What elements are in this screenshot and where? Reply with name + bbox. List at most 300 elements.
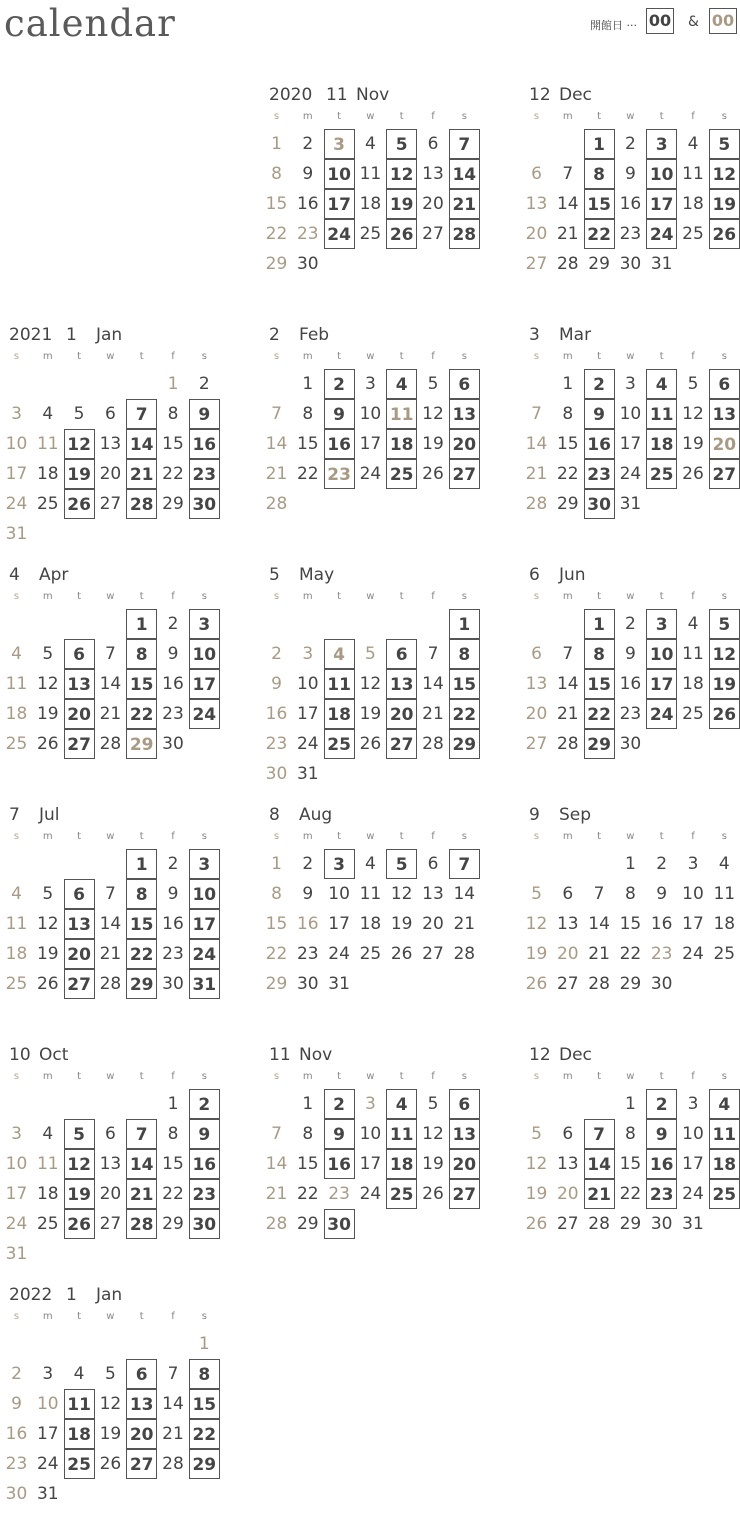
day-cell: 5 xyxy=(73,404,85,424)
weekday-label: m xyxy=(302,1071,313,1082)
day-cell: 18 xyxy=(359,914,382,934)
open-day-cell: 5 xyxy=(386,849,417,879)
open-day-cell: 9 xyxy=(324,1119,355,1149)
weekday-label: s xyxy=(201,591,207,602)
weekday-label: m xyxy=(42,591,53,602)
open-day-cell: 26 xyxy=(386,219,417,249)
open-day-cell: 7 xyxy=(126,399,157,429)
day-cell: 18 xyxy=(682,194,704,214)
open-day-cell: 8 xyxy=(584,639,615,669)
day-cell: 12 xyxy=(422,1124,444,1144)
weekday-label: s xyxy=(533,591,540,602)
weekday-label: t xyxy=(77,1311,82,1322)
weekday-label: s xyxy=(461,111,467,122)
open-day-cell: 15 xyxy=(584,189,615,219)
day-cell: 15 xyxy=(296,434,319,454)
day-cell: 1 xyxy=(271,854,282,874)
weekday-label: t xyxy=(337,1071,342,1082)
day-cell: 21 xyxy=(99,704,122,724)
day-cell: 27 xyxy=(422,224,444,244)
day-cell: 8 xyxy=(167,1124,179,1144)
day-cell: 21 xyxy=(556,224,579,244)
open-day-cell: 21 xyxy=(126,459,157,489)
day-cell: 7 xyxy=(562,164,574,184)
day-cell: 20 xyxy=(525,224,548,244)
day-cell: 30 xyxy=(619,734,642,754)
open-day-cell: 9 xyxy=(646,1119,677,1149)
day-cell: 30 xyxy=(296,974,319,994)
day-cell: 2 xyxy=(624,614,636,634)
open-day-cell: 20 xyxy=(126,1419,157,1449)
day-cell: 26 xyxy=(422,464,444,484)
day-cell: 9 xyxy=(302,164,314,184)
weekday-label: f xyxy=(431,111,435,122)
open-day-cell: 13 xyxy=(64,669,95,699)
day-cell: 20 xyxy=(556,944,579,964)
weekday-label: s xyxy=(273,351,280,362)
month-header xyxy=(9,1285,122,1307)
day-cell: 6 xyxy=(531,644,542,664)
day-cell: 10 xyxy=(328,884,350,904)
open-day-cell: 13 xyxy=(386,669,417,699)
day-cell: 4 xyxy=(364,854,376,874)
day-cell: 19 xyxy=(36,944,59,964)
day-cell: 31 xyxy=(682,1214,704,1234)
day-cell: 1 xyxy=(167,1094,179,1114)
weekday-label: t xyxy=(659,1071,664,1082)
open-day-cell: 19 xyxy=(709,669,740,699)
day-cell: 20 xyxy=(556,1184,579,1204)
day-cell: 22 xyxy=(265,944,288,964)
day-cell: 2 xyxy=(11,1364,22,1384)
day-cell: 11 xyxy=(713,884,736,904)
open-day-cell: 19 xyxy=(64,459,95,489)
day-cell: 25 xyxy=(5,734,28,754)
day-cell: 31 xyxy=(650,254,673,274)
day-cell: 3 xyxy=(364,1094,376,1114)
day-cell: 6 xyxy=(427,854,439,874)
day-cell: 13 xyxy=(422,884,444,904)
weekday-label: t xyxy=(139,1071,144,1082)
open-day-cell: 26 xyxy=(709,219,740,249)
open-day-cell: 3 xyxy=(324,849,355,879)
day-cell: 2 xyxy=(656,854,668,874)
open-day-cell: 27 xyxy=(126,1449,157,1479)
open-day-cell: 4 xyxy=(709,1089,740,1119)
weekday-label: w xyxy=(106,1311,115,1322)
open-day-cell: 26 xyxy=(64,489,95,519)
day-cell: 1 xyxy=(302,374,314,394)
month-name: Dec xyxy=(559,1045,592,1065)
open-day-cell: 9 xyxy=(189,1119,220,1149)
open-day-cell: 1 xyxy=(584,609,615,639)
weekday-label: w xyxy=(106,831,115,842)
weekday-label: s xyxy=(273,591,280,602)
day-cell: 22 xyxy=(619,1184,642,1204)
open-day-cell: 4 xyxy=(386,1089,417,1119)
open-day-cell: 14 xyxy=(126,1149,157,1179)
day-cell: 16 xyxy=(162,674,184,694)
open-day-cell: 2 xyxy=(324,1089,355,1119)
day-cell: 21 xyxy=(525,464,548,484)
open-day-cell: 17 xyxy=(324,189,355,219)
day-cell: 8 xyxy=(302,404,314,424)
open-day-cell: 16 xyxy=(646,1149,677,1179)
day-cell: 7 xyxy=(593,884,605,904)
day-cell: 24 xyxy=(682,1184,704,1204)
open-day-cell: 4 xyxy=(324,639,355,669)
month-number: 1 xyxy=(66,325,77,345)
open-day-cell: 6 xyxy=(449,369,480,399)
open-day-cell: 21 xyxy=(449,189,480,219)
month-number: 2 xyxy=(269,325,280,345)
month-name: Nov xyxy=(356,85,390,105)
day-cell: 26 xyxy=(525,974,548,994)
weekday-label: w xyxy=(366,351,375,362)
day-cell: 16 xyxy=(619,674,642,694)
day-cell: 23 xyxy=(296,944,319,964)
day-cell: 26 xyxy=(99,1454,122,1474)
day-cell: 5 xyxy=(364,644,376,664)
month-name: Sep xyxy=(559,805,592,825)
day-cell: 7 xyxy=(271,1124,282,1144)
day-cell: 10 xyxy=(5,1154,28,1174)
day-cell: 26 xyxy=(36,734,59,754)
weekday-label: s xyxy=(13,831,20,842)
open-day-cell: 18 xyxy=(386,429,417,459)
weekday-label: s xyxy=(13,1311,20,1322)
weekday-label: s xyxy=(201,1071,207,1082)
month-number: 8 xyxy=(269,805,280,825)
day-cell: 6 xyxy=(427,134,439,154)
weekday-label: t xyxy=(659,111,664,122)
open-day-cell: 19 xyxy=(709,189,740,219)
day-cell: 17 xyxy=(682,1154,704,1174)
day-cell: 2 xyxy=(624,134,636,154)
weekday-label: m xyxy=(302,351,313,362)
weekday-label: t xyxy=(77,591,82,602)
day-cell: 12 xyxy=(422,404,444,424)
legend-holiday-open-box: 00 xyxy=(709,8,737,34)
open-day-cell: 7 xyxy=(126,1119,157,1149)
month-2022-jan xyxy=(1,1285,221,1504)
day-cell: 10 xyxy=(296,674,319,694)
open-day-cell: 24 xyxy=(646,699,677,729)
weekday-label: s xyxy=(721,111,727,122)
day-cell: 5 xyxy=(427,1094,439,1114)
weekday-label: s xyxy=(533,1071,540,1082)
month-jul xyxy=(1,805,221,1020)
day-cell: 26 xyxy=(525,1214,548,1234)
day-cell: 27 xyxy=(556,1214,579,1234)
day-cell: 10 xyxy=(36,1394,59,1414)
open-day-cell: 25 xyxy=(386,1179,417,1209)
month-name: Apr xyxy=(39,565,69,585)
month-2020-nov xyxy=(261,85,481,300)
day-cell: 31 xyxy=(5,524,28,544)
open-day-cell: 5 xyxy=(709,129,740,159)
day-cell: 28 xyxy=(265,494,288,514)
day-cell: 5 xyxy=(104,1364,116,1384)
day-cell: 15 xyxy=(556,434,579,454)
month-number: 1 xyxy=(66,1285,77,1305)
weekday-label: t xyxy=(597,591,602,602)
day-cell: 21 xyxy=(99,944,122,964)
month-name: May xyxy=(299,565,335,585)
day-cell: 14 xyxy=(99,674,122,694)
day-cell: 11 xyxy=(36,1154,59,1174)
day-cell: 3 xyxy=(364,374,376,394)
day-cell: 21 xyxy=(422,704,444,724)
day-cell: 10 xyxy=(359,1124,382,1144)
open-day-cell: 25 xyxy=(64,1449,95,1479)
day-cell: 28 xyxy=(99,734,122,754)
weekday-label: t xyxy=(399,111,404,122)
weekday-label: f xyxy=(691,351,695,362)
day-cell: 1 xyxy=(167,374,179,394)
day-cell: 23 xyxy=(650,944,673,964)
open-day-cell: 12 xyxy=(709,159,740,189)
open-day-cell: 8 xyxy=(449,639,480,669)
day-cell: 4 xyxy=(42,1124,54,1144)
day-cell: 14 xyxy=(453,884,476,904)
weekday-label: s xyxy=(721,1071,727,1082)
month-oct xyxy=(1,1045,221,1264)
day-cell: 23 xyxy=(265,734,288,754)
weekday-label: t xyxy=(139,591,144,602)
open-day-cell: 10 xyxy=(189,879,220,909)
day-cell: 21 xyxy=(162,1424,184,1444)
weekday-label: m xyxy=(42,1311,53,1322)
open-day-cell: 19 xyxy=(64,1179,95,1209)
day-cell: 24 xyxy=(296,734,319,754)
day-cell: 4 xyxy=(718,854,730,874)
open-day-cell: 16 xyxy=(584,429,615,459)
day-cell: 24 xyxy=(36,1454,59,1474)
weekday-label: s xyxy=(721,831,727,842)
open-day-cell: 11 xyxy=(386,399,417,429)
day-cell: 25 xyxy=(36,494,59,514)
weekday-label: m xyxy=(302,591,313,602)
open-day-cell: 14 xyxy=(584,1149,615,1179)
day-cell: 10 xyxy=(5,434,28,454)
open-day-cell: 17 xyxy=(189,669,220,699)
month-number: 7 xyxy=(9,805,20,825)
open-day-cell: 11 xyxy=(324,669,355,699)
open-day-cell: 19 xyxy=(386,189,417,219)
day-cell: 16 xyxy=(5,1424,28,1444)
day-cell: 7 xyxy=(167,1364,179,1384)
open-day-cell: 27 xyxy=(709,459,740,489)
open-day-cell: 11 xyxy=(709,1119,740,1149)
open-day-cell: 18 xyxy=(386,1149,417,1179)
weekday-label: s xyxy=(13,591,20,602)
day-cell: 16 xyxy=(650,914,673,934)
day-cell: 10 xyxy=(619,404,642,424)
day-cell: 11 xyxy=(359,164,382,184)
day-cell: 1 xyxy=(271,134,282,154)
day-cell: 18 xyxy=(5,704,28,724)
weekday-label: t xyxy=(659,831,664,842)
open-day-cell: 13 xyxy=(709,399,740,429)
weekday-label: t xyxy=(659,591,664,602)
month-dec xyxy=(521,1045,740,1260)
day-cell: 5 xyxy=(531,884,542,904)
day-cell: 1 xyxy=(624,1094,636,1114)
open-day-cell: 20 xyxy=(64,939,95,969)
day-cell: 25 xyxy=(36,1214,59,1234)
day-cell: 4 xyxy=(11,644,22,664)
day-cell: 2 xyxy=(198,374,210,394)
month-apr xyxy=(1,565,221,780)
weekday-label: f xyxy=(691,111,695,122)
weekday-label: s xyxy=(721,591,727,602)
day-cell: 28 xyxy=(99,974,122,994)
weekday-label: f xyxy=(431,1071,435,1082)
open-day-cell: 10 xyxy=(324,159,355,189)
open-day-cell: 21 xyxy=(584,1179,615,1209)
weekday-label: t xyxy=(337,831,342,842)
open-day-cell: 15 xyxy=(126,909,157,939)
day-cell: 23 xyxy=(162,944,184,964)
month-number: 9 xyxy=(529,805,540,825)
day-cell: 22 xyxy=(619,944,642,964)
open-day-cell: 6 xyxy=(449,1089,480,1119)
day-cell: 28 xyxy=(422,734,444,754)
day-cell: 5 xyxy=(687,374,699,394)
month-sep xyxy=(521,805,740,1020)
weekday-label: w xyxy=(366,591,375,602)
month-name: Jan xyxy=(96,1285,123,1305)
weekday-label: t xyxy=(337,591,342,602)
weekday-label: f xyxy=(691,591,695,602)
day-cell: 16 xyxy=(619,194,642,214)
day-cell: 13 xyxy=(99,434,122,454)
weekday-label: s xyxy=(201,351,207,362)
day-cell: 30 xyxy=(162,734,184,754)
open-day-cell: 23 xyxy=(324,459,355,489)
legend-label: 開館日 ··· xyxy=(590,19,637,32)
weekday-label: w xyxy=(106,351,115,362)
weekday-label: m xyxy=(562,111,573,122)
day-cell: 24 xyxy=(359,464,382,484)
open-day-cell: 23 xyxy=(189,1179,220,1209)
weekday-label: w xyxy=(366,1071,375,1082)
weekday-label: f xyxy=(691,1071,695,1082)
weekday-label: t xyxy=(337,111,342,122)
day-cell: 4 xyxy=(687,614,699,634)
day-cell: 25 xyxy=(5,974,28,994)
day-cell: 2 xyxy=(271,644,282,664)
day-cell: 2 xyxy=(302,134,314,154)
open-day-cell: 12 xyxy=(386,159,417,189)
weekday-label: m xyxy=(302,111,313,122)
month-number: 3 xyxy=(529,325,540,345)
weekday-label: s xyxy=(273,111,280,122)
open-day-cell: 2 xyxy=(584,369,615,399)
weekday-label: m xyxy=(42,1071,53,1082)
month-header xyxy=(529,85,592,107)
weekday-label: m xyxy=(42,831,53,842)
day-cell: 13 xyxy=(556,1154,579,1174)
open-day-cell: 22 xyxy=(449,699,480,729)
month-name: Jul xyxy=(39,805,60,825)
day-cell: 29 xyxy=(265,254,288,274)
day-cell: 18 xyxy=(682,674,704,694)
open-day-cell: 20 xyxy=(449,1149,480,1179)
day-cell: 24 xyxy=(682,944,704,964)
day-cell: 13 xyxy=(422,164,444,184)
day-cell: 23 xyxy=(296,224,319,244)
weekday-label: s xyxy=(201,831,207,842)
open-day-cell: 7 xyxy=(449,129,480,159)
day-cell: 8 xyxy=(624,884,636,904)
open-day-cell: 9 xyxy=(324,399,355,429)
open-day-cell: 22 xyxy=(584,219,615,249)
open-day-cell: 17 xyxy=(646,189,677,219)
month-number: 12 xyxy=(529,85,551,105)
day-cell: 12 xyxy=(525,1154,548,1174)
open-day-cell: 11 xyxy=(386,1119,417,1149)
open-day-cell: 27 xyxy=(64,729,95,759)
day-cell: 28 xyxy=(525,494,548,514)
day-cell: 14 xyxy=(99,914,122,934)
open-day-cell: 17 xyxy=(189,909,220,939)
day-cell: 28 xyxy=(588,1214,610,1234)
day-cell: 4 xyxy=(73,1364,85,1384)
day-cell: 24 xyxy=(619,464,642,484)
open-day-cell: 9 xyxy=(584,399,615,429)
day-cell: 24 xyxy=(5,1214,28,1234)
open-day-cell: 6 xyxy=(386,639,417,669)
day-cell: 26 xyxy=(390,944,413,964)
day-cell: 29 xyxy=(296,1214,319,1234)
day-cell: 3 xyxy=(11,404,22,424)
weekday-label: f xyxy=(431,351,435,362)
month-number: 6 xyxy=(529,565,540,585)
day-cell: 17 xyxy=(328,914,350,934)
open-day-cell: 3 xyxy=(324,129,355,159)
open-day-cell: 25 xyxy=(324,729,355,759)
day-cell: 15 xyxy=(296,1154,319,1174)
open-day-cell: 27 xyxy=(386,729,417,759)
weekday-label: t xyxy=(139,1311,144,1322)
open-days-legend xyxy=(590,8,740,38)
open-day-cell: 20 xyxy=(449,429,480,459)
open-day-cell: 11 xyxy=(64,1389,95,1419)
month-year: 2021 xyxy=(9,325,53,345)
day-cell: 3 xyxy=(42,1364,54,1384)
day-cell: 1 xyxy=(302,1094,314,1114)
day-cell: 17 xyxy=(5,464,28,484)
day-cell: 27 xyxy=(556,974,579,994)
open-day-cell: 14 xyxy=(126,429,157,459)
open-day-cell: 6 xyxy=(126,1359,157,1389)
open-day-cell: 12 xyxy=(64,1149,95,1179)
weekday-label: s xyxy=(461,1071,467,1082)
month-number: 11 xyxy=(326,85,348,105)
day-cell: 12 xyxy=(359,674,382,694)
day-cell: 27 xyxy=(99,494,122,514)
weekday-label: t xyxy=(597,111,602,122)
day-cell: 6 xyxy=(104,1124,116,1144)
day-cell: 23 xyxy=(162,704,184,724)
open-day-cell: 20 xyxy=(64,699,95,729)
open-day-cell: 22 xyxy=(126,699,157,729)
day-cell: 18 xyxy=(5,944,28,964)
weekday-label: s xyxy=(461,831,467,842)
month-header xyxy=(529,565,586,587)
